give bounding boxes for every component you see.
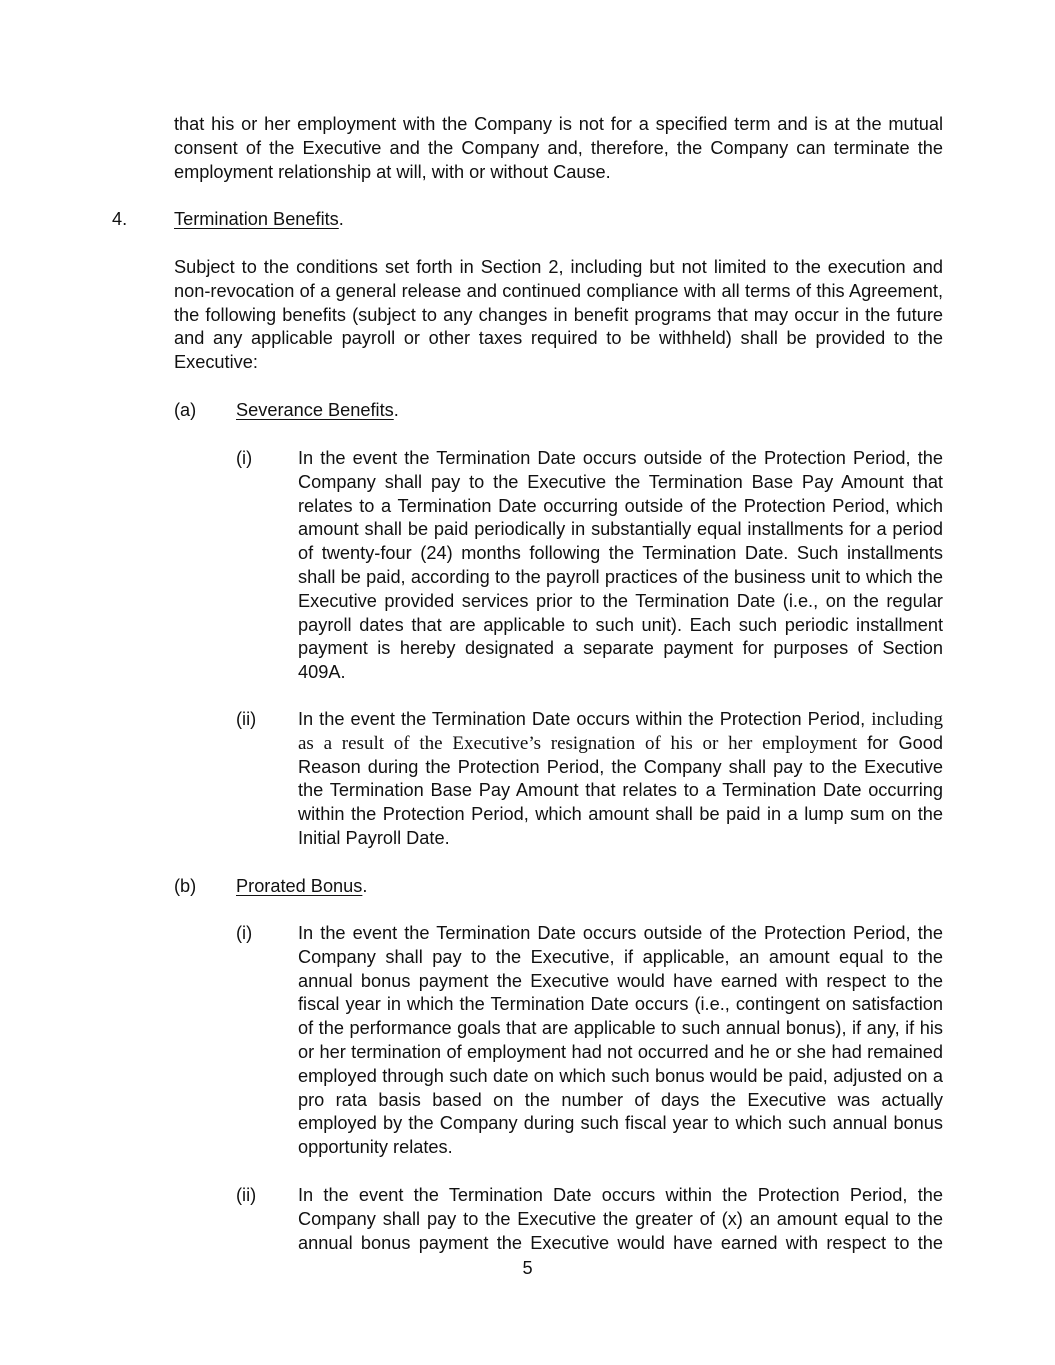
page-number: 5 [522,1258,533,1278]
section-intro-paragraph: Subject to the conditions set forth in Section 2, including but not limited to the execution and non-revocation of a general release and continued compliance with all terms of this Agreement, the following benefits (subject to any changes in benefit programs that may occur in the future and any applicable payroll or other taxes required to be withheld) shall be provided to the Executive: [174,257,943,373]
subsection-heading-punct: . [362,876,368,896]
item-label: (i) [236,923,253,943]
item-label: (ii) [236,709,257,729]
item-label: (ii) [236,1185,257,1205]
subsection-heading [236,399,399,423]
item-text-serif: including as a result of the Executive’s resignation of his or her employment [298,709,944,754]
item-text-part: In the event the Termination Date occurs within the Protection Period, [298,709,866,729]
subsection-heading-title: Prorated Bonus [236,876,363,896]
subsection-heading-punct: . [393,400,399,420]
item-paragraph: In the event the Termination Date occurs outside of the Protection Period, the Company shall pay to the Executive the Termination Base Pay Amount that relates to a Termination Date occurring outside of the Protection Period, which amount shall be paid periodically in substantially equal installments for a period of twenty-four (24) months following the Termination Date. Such installments shall be paid, according to the payroll practices of the business unit to which the Executive provided services prior to the Termination Date (i.e., on the regular payroll dates that are applicable to such unit). Each such periodic installment payment is hereby designated a separate payment for purposes of Section 409A. [298,448,943,683]
subsection-heading [236,875,367,899]
item-paragraph: In the event the Termination Date occurs within the Protection Period, the Company shall pay to the Executive the greater of (x) an amount equal to the annual bonus payment the Executive would have earned with respect to the [298,1185,943,1253]
item-label: (i) [236,448,253,468]
subsection-heading-title: Severance Benefits [236,400,394,420]
subsection-label: (a) [174,400,197,420]
item-paragraph: In the event the Termination Date occurs outside of the Protection Period, the Company shall pay to the Executive, if applicable, an amount equal to the annual bonus payment the Executive would have earned with respect to the fiscal year in which the Termination Date occurs (i.e., contingent on satisfaction of the performance goals that are applicable to such annual bonus), if any, if his or her termination of employment had not occurred and he or she had remained employed through such date on which such bonus would be paid, adjusted on a pro rata basis based on the number of days the Executive was actually employed by the Company during such fiscal year to which such annual bonus opportunity relates. [298,923,943,1158]
section-heading [174,208,344,232]
section-number: 4. [112,209,128,229]
continuation-paragraph: that his or her employment with the Company is not for a specified term and is at the mutual consent of the Executive and the Company and, therefore, the Company can terminate the employment relationship at will, with or without Cause. [174,114,943,182]
section-heading-punct: . [338,209,344,229]
subsection-label: (b) [174,876,197,896]
item-text-part: for Good Reason during the Protection Period, the Company shall pay to the Executive the Termination Base Pay Amount that relates to a Termination Date occurring within the Protection Period, which amount shall be paid in a lump sum on the Initial Payroll Date. [298,732,943,848]
item-paragraph [298,708,943,851]
section-heading-title: Termination Benefits [174,209,339,229]
